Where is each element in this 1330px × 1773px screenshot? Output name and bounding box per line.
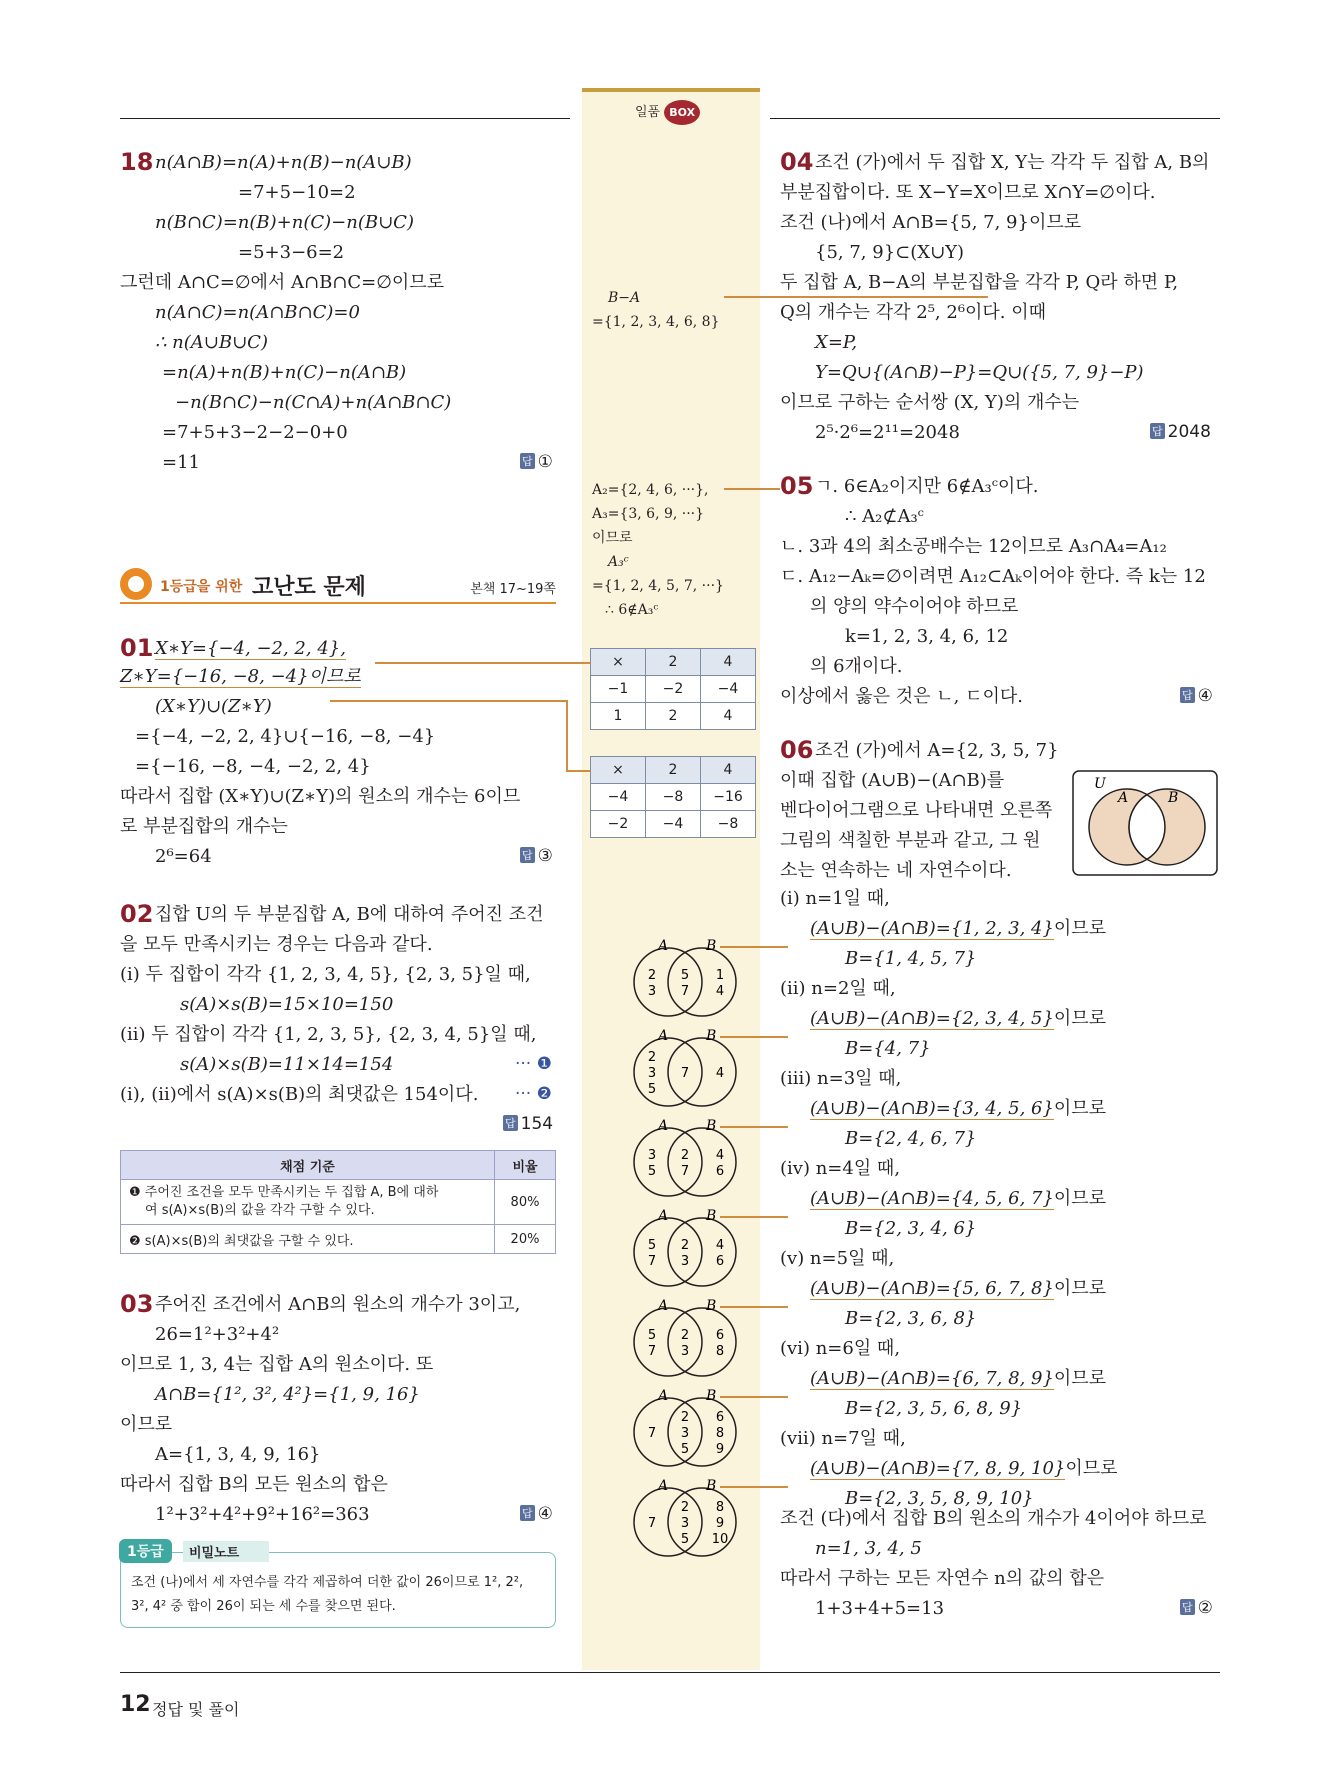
note-title: 비밀노트 [183, 1541, 269, 1562]
p03-line: 이므로 1, 3, 4는 집합 A의 원소이다. 또 [120, 1354, 434, 1375]
callout-line [720, 1126, 788, 1128]
section-badge: 1등급을 위한 [160, 579, 243, 595]
p18-line: =11 [162, 452, 200, 473]
p18-line: =5+3−6=2 [238, 242, 345, 263]
venn-set-label: A [658, 1298, 669, 1314]
case-equation: (A∪B)−(A∩B)={7, 8, 9, 10}이므로 [810, 1458, 1118, 1479]
p06-line: 벤다이어그램으로 나타내면 오른쪽 [780, 800, 1053, 821]
venn-left-value: 3 [647, 984, 657, 999]
problem-05-number: 05 [780, 472, 814, 500]
p02-line: 집합 U의 두 부분집합 A, B에 대하여 주어진 조건 [155, 904, 544, 925]
p01-line: ={−4, −2, 2, 4}∪{−16, −8, −4} [135, 726, 436, 747]
mid-note: A₃ᶜ [608, 554, 629, 570]
p04-line: X=P, [815, 332, 858, 353]
venn-left-value: 7 [647, 1254, 657, 1269]
callout-line [566, 700, 568, 772]
p04-line: 두 집합 A, B−A의 부분집합을 각각 P, Q라 하면 P, [780, 272, 1179, 293]
callout-line [330, 700, 568, 702]
section-sun-icon [120, 568, 152, 600]
step-marker: ··· ❷ [515, 1084, 552, 1104]
p04-line: 조건 (나)에서 A∩B={5, 7, 9}이므로 [780, 212, 1082, 233]
venn-left-value: 7 [647, 1426, 657, 1441]
p01-line: (X∗Y)∪(Z∗Y) [155, 696, 272, 717]
venn-right-value: 1 [715, 968, 725, 983]
venn-right-value: 9 [715, 1516, 725, 1531]
venn-diagram [630, 1388, 740, 1470]
case-b-set: B={2, 3, 6, 8} [845, 1308, 977, 1329]
venn-set-label: B [706, 1388, 717, 1404]
venn-left-value: 7 [647, 1516, 657, 1531]
venn-right-value: 4 [715, 984, 725, 999]
case-equation: (A∪B)−(A∩B)={2, 3, 4, 5}이므로 [810, 1008, 1107, 1029]
venn-mid-value: 2 [680, 1148, 690, 1163]
mid-note: ={1, 2, 3, 4, 6, 8} [592, 314, 720, 330]
p05-line: ㄷ. A₁₂−Aₖ=∅이려면 A₁₂⊂Aₖ이어야 한다. 즉 k는 12 [780, 566, 1206, 587]
p01-line: 2⁶=64 [155, 846, 212, 867]
p06-line: 조건 (가)에서 A={2, 3, 5, 7} [815, 740, 1059, 761]
venn-diagram [630, 1298, 740, 1380]
venn-left-value: 5 [647, 1328, 657, 1343]
p04-answer: 답 2048 [1152, 422, 1211, 442]
p03-line: A∩B={1², 3², 4²}={1, 9, 16} [155, 1384, 420, 1405]
p04-line: 부분집합이다. 또 X−Y=X이므로 X∩Y=∅이다. [780, 182, 1156, 203]
p06-line: 소는 연속하는 네 자연수이다. [780, 860, 1012, 881]
venn-right-value: 9 [715, 1442, 725, 1457]
callout-line [720, 1036, 788, 1038]
p05-line: 의 6개이다. [810, 656, 903, 677]
venn-left-value: 3 [647, 1066, 657, 1081]
p02-line: 을 모두 만족시키는 경우는 다음과 같다. [120, 934, 433, 955]
venn-set-label: B [706, 1298, 717, 1314]
venn-mid-value: 2 [680, 1410, 690, 1425]
p18-line: 그런데 A∩C=∅에서 A∩B∩C=∅이므로 [120, 272, 445, 293]
venn-left-value: 3 [647, 1148, 657, 1163]
step-marker: ··· ❶ [515, 1054, 552, 1074]
venn-diagram [630, 1478, 740, 1560]
mid-note: ={1, 2, 4, 5, 7, ···} [592, 578, 724, 594]
venn-mid-value: 5 [680, 1442, 690, 1457]
callout-line [720, 946, 788, 948]
box-header [635, 100, 700, 125]
p06-line: 이때 집합 (A∪B)−(A∩B)를 [780, 770, 1005, 791]
p03-answer: 답 ④ [522, 1504, 553, 1524]
venn-right-value: 8 [715, 1500, 725, 1515]
p01-line: ={−16, −8, −4, −2, 2, 4} [135, 756, 371, 777]
grading-header: 채점 기준 [121, 1151, 495, 1180]
header-rule-left [120, 118, 570, 119]
venn-right-value: 4 [715, 1066, 725, 1081]
mult-table-1: × 2 4 −1 −2 −4 1 2 4 [590, 648, 756, 730]
case-b-set: B={2, 4, 6, 7} [845, 1128, 977, 1149]
venn-set-label: A [658, 1388, 669, 1404]
p03-line: 이므로 [120, 1414, 173, 1435]
p02-line: s(A)×s(B)=11×14=154 [180, 1054, 394, 1075]
grading-row: ❷ s(A)×s(B)의 최댓값을 구할 수 있다. [121, 1225, 495, 1254]
venn-mid-value: 5 [680, 968, 690, 983]
p03-line: A={1, 3, 4, 9, 16} [155, 1444, 321, 1465]
venn-set-label: B [706, 1208, 717, 1224]
mid-note: ∴ 6∉A₃ᶜ [605, 602, 659, 618]
grading-pct: 20% [495, 1225, 556, 1254]
p06-line: 그림의 색칠한 부분과 같고, 그 원 [780, 830, 1041, 851]
venn-right-value: 10 [711, 1532, 729, 1547]
venn-right-value: 6 [715, 1328, 725, 1343]
case-b-set: B={2, 3, 5, 6, 8, 9} [845, 1398, 1023, 1419]
callout-line [375, 662, 590, 664]
p06-answer: 답 ② [1182, 1598, 1213, 1618]
p02-line: (ⅰ) 두 집합이 각각 {1, 2, 3, 4, 5}, {2, 3, 5}일 때, [120, 964, 531, 985]
p18-line: −n(B∩C)−n(C∩A)+n(A∩B∩C) [175, 392, 452, 413]
venn-mid-value: 2 [680, 1328, 690, 1343]
p01-line: 따라서 집합 (X∗Y)∪(Z∗Y)의 원소의 개수는 6이므 [120, 786, 521, 807]
callout-line [566, 770, 590, 772]
problem-18-number: 18 [120, 148, 154, 176]
problem-04-number: 04 [780, 148, 814, 176]
case-b-set: B={2, 3, 5, 8, 9, 10} [845, 1488, 1034, 1509]
p01-line: 로 부분집합의 개수는 [120, 816, 288, 837]
p18-line: n(A∩B)=n(A)+n(B)−n(A∪B) [155, 152, 412, 173]
p18-line: =n(A)+n(B)+n(C)−n(A∩B) [162, 362, 407, 383]
case-equation: (A∪B)−(A∩B)={1, 2, 3, 4}이므로 [810, 918, 1107, 939]
venn-left-value: 2 [647, 1050, 657, 1065]
p02-line: (ⅰ), (ⅱ)에서 s(A)×s(B)의 최댓값은 154이다. [120, 1084, 479, 1105]
callout-line [720, 1216, 788, 1218]
case-equation: (A∪B)−(A∩B)={3, 4, 5, 6}이므로 [810, 1098, 1107, 1119]
middle-column-top-bar [582, 88, 760, 92]
case-head: (ⅳ) n=4일 때, [780, 1158, 901, 1179]
p05-line: ㄱ. 6∈A₂이지만 6∉A₃ᶜ이다. [815, 476, 1039, 497]
venn-set-label: B [706, 1478, 717, 1494]
p01-line: Z∗Y={−16, −8, −4}이므로 [120, 666, 361, 687]
p05-answer: 답 ④ [1182, 686, 1213, 706]
venn-mid-value: 7 [680, 1066, 690, 1081]
case-b-set: B={2, 3, 4, 6} [845, 1218, 977, 1239]
p18-line: ∴ n(A∪B∪C) [155, 332, 268, 353]
p03-line: 1²+3²+4²+9²+16²=363 [155, 1504, 370, 1525]
venn-set-label: B [706, 938, 717, 954]
case-head: (ⅰ) n=1일 때, [780, 888, 890, 909]
venn-right-value: 6 [715, 1164, 725, 1179]
grading-table [120, 1150, 556, 1254]
mid-note: A₃={3, 6, 9, ···} [592, 506, 705, 522]
svg-text:U: U [1094, 776, 1106, 792]
p18-line: =7+5−10=2 [238, 182, 356, 203]
case-head: (ⅶ) n=7일 때, [780, 1428, 906, 1449]
mult-table-2: × 2 4 −4 −8 −16 −2 −4 −8 [590, 756, 756, 838]
p18-line: =7+5+3−2−2−0+0 [162, 422, 348, 443]
venn-set-label: B [706, 1028, 717, 1044]
mid-note: 이므로 [592, 530, 633, 546]
page-number: 12 [120, 1692, 151, 1717]
venn-mid-value: 7 [680, 984, 690, 999]
p02-answer: 답 154 [505, 1114, 554, 1134]
callout-line [720, 1486, 788, 1488]
venn-mid-value: 3 [680, 1254, 690, 1269]
venn-set-label: A [658, 1028, 669, 1044]
p06-line: 따라서 구하는 모든 자연수 n의 값의 합은 [780, 1568, 1105, 1589]
case-b-set: B={1, 4, 5, 7} [845, 948, 977, 969]
venn-right-value: 8 [715, 1426, 725, 1441]
box-label: 일품 [635, 105, 661, 120]
svg-text:B: B [1168, 790, 1179, 806]
venn-mid-value: 3 [680, 1516, 690, 1531]
venn-diagram [630, 938, 740, 1020]
mid-note: B−A [608, 290, 641, 306]
grading-header: 비율 [495, 1151, 556, 1180]
footer-rule [120, 1672, 1220, 1673]
venn-mid-value: 3 [680, 1426, 690, 1441]
case-equation: (A∪B)−(A∩B)={6, 7, 8, 9}이므로 [810, 1368, 1107, 1389]
venn-diagram [630, 1208, 740, 1290]
case-head: (ⅲ) n=3일 때, [780, 1068, 902, 1089]
venn-mid-value: 3 [680, 1344, 690, 1359]
venn-set-label: A [658, 1118, 669, 1134]
p05-line: ∴ A₂⊄A₃ᶜ [845, 506, 924, 527]
p02-line: s(A)×s(B)=15×10=150 [180, 994, 394, 1015]
p04-line: 2⁵·2⁶=2¹¹=2048 [815, 422, 960, 443]
venn-diagram-06 [1072, 770, 1218, 876]
p18-answer: 답 ① [522, 452, 553, 472]
venn-set-label: B [706, 1118, 717, 1134]
p02-line: (ⅱ) 두 집합이 각각 {1, 2, 3, 5}, {2, 3, 4, 5}일 때, [120, 1024, 537, 1045]
p06-line: 조건 (다)에서 집합 B의 원소의 개수가 4이어야 하므로 [780, 1508, 1207, 1529]
svg-text:A: A [1118, 790, 1129, 806]
problem-02-number: 02 [120, 900, 154, 928]
problem-01-number: 01 [120, 634, 154, 662]
p05-line: ㄴ. 3과 4의 최소공배수는 12이므로 A₃∩A₄=A₁₂ [780, 536, 1167, 557]
header-rule-right [770, 118, 1220, 119]
problem-06-number: 06 [780, 736, 814, 764]
case-b-set: B={4, 7} [845, 1038, 931, 1059]
venn-diagram [630, 1118, 740, 1200]
venn-mid-value: 2 [680, 1500, 690, 1515]
p04-line: 이므로 구하는 순서쌍 (X, Y)의 개수는 [780, 392, 1080, 413]
venn-set-label: A [658, 1478, 669, 1494]
p04-line: 조건 (가)에서 두 집합 X, Y는 각각 두 집합 A, B의 [815, 152, 1210, 173]
callout-line [720, 1396, 788, 1398]
p05-line: k=1, 2, 3, 4, 6, 12 [845, 626, 1009, 647]
secret-note [120, 1544, 556, 1628]
venn-left-value: 2 [647, 968, 657, 983]
callout-line [764, 488, 780, 490]
case-head: (ⅴ) n=5일 때, [780, 1248, 895, 1269]
p05-line: 의 양의 약수이어야 하므로 [810, 596, 1019, 617]
grading-row: ❶ 주어진 조건을 모두 만족시키는 두 집합 A, B에 대하 여 s(A)×s(B)의 값을 각각 구할 수 있다. [121, 1180, 495, 1225]
venn-left-value: 5 [647, 1238, 657, 1253]
venn-diagram [630, 1028, 740, 1110]
p04-line: Y=Q∪{(A∩B)−P}=Q∪({5, 7, 9}−P) [815, 362, 1144, 383]
p18-line: n(B∩C)=n(B)+n(C)−n(B∪C) [155, 212, 414, 233]
venn-mid-value: 7 [680, 1164, 690, 1179]
case-head: (ⅱ) n=2일 때, [780, 978, 896, 999]
mid-note: A₂={2, 4, 6, ···}, [592, 482, 709, 498]
venn-right-value: 4 [715, 1148, 725, 1163]
underline [764, 296, 988, 298]
case-head: (ⅵ) n=6일 때, [780, 1338, 901, 1359]
venn-right-value: 4 [715, 1238, 725, 1253]
p05-line: 이상에서 옳은 것은 ㄴ, ㄷ이다. [780, 686, 1023, 707]
venn-left-value: 5 [647, 1164, 657, 1179]
callout-line [720, 1306, 788, 1308]
p06-line: n=1, 3, 4, 5 [815, 1538, 922, 1559]
venn-right-value: 8 [715, 1344, 725, 1359]
callout-line [724, 296, 764, 298]
p01-answer: 답 ③ [522, 846, 553, 866]
section-title: 고난도 문제 [252, 575, 366, 600]
case-equation: (A∪B)−(A∩B)={4, 5, 6, 7}이므로 [810, 1188, 1107, 1209]
note-line: 3², 4² 중 합이 26이 되는 세 수를 찾으면 된다. [131, 1599, 396, 1614]
venn-set-label: A [658, 938, 669, 954]
venn-set-label: A [658, 1208, 669, 1224]
p18-line: n(A∩C)=n(A∩B∩C)=0 [155, 302, 360, 323]
venn-right-value: 6 [715, 1410, 725, 1425]
problem-03-number: 03 [120, 1290, 154, 1318]
venn-mid-value: 2 [680, 1238, 690, 1253]
p03-line: 주어진 조건에서 A∩B의 원소의 개수가 3이고, [155, 1294, 521, 1315]
grading-pct: 80% [495, 1180, 556, 1225]
note-badge: 1등급 [119, 1539, 172, 1563]
venn-right-value: 6 [715, 1254, 725, 1269]
p04-line: {5, 7, 9}⊂(X∪Y) [815, 242, 965, 263]
p01-line: X∗Y={−4, −2, 2, 4}, [155, 638, 346, 659]
venn-left-value: 5 [647, 1082, 657, 1097]
box-badge: BOX [664, 100, 700, 125]
note-line: 조건 (나)에서 세 자연수를 각각 제곱하여 더한 값이 26이므로 1², 2², [131, 1575, 524, 1590]
p06-line: 1+3+4+5=13 [815, 1598, 945, 1619]
section-page-ref: 본책 17~19쪽 [470, 582, 556, 597]
callout-line [724, 488, 764, 490]
p03-line: 26=1²+3²+4² [155, 1324, 280, 1345]
footer-label: 정답 및 풀이 [152, 1700, 240, 1719]
case-equation: (A∪B)−(A∩B)={5, 6, 7, 8}이므로 [810, 1278, 1107, 1299]
venn-left-value: 7 [647, 1344, 657, 1359]
venn-mid-value: 5 [680, 1532, 690, 1547]
section-header [120, 568, 556, 604]
p04-line: Q의 개수는 각각 2⁵, 2⁶이다. 이때 [780, 302, 1047, 323]
p03-line: 따라서 집합 B의 모든 원소의 합은 [120, 1474, 388, 1495]
